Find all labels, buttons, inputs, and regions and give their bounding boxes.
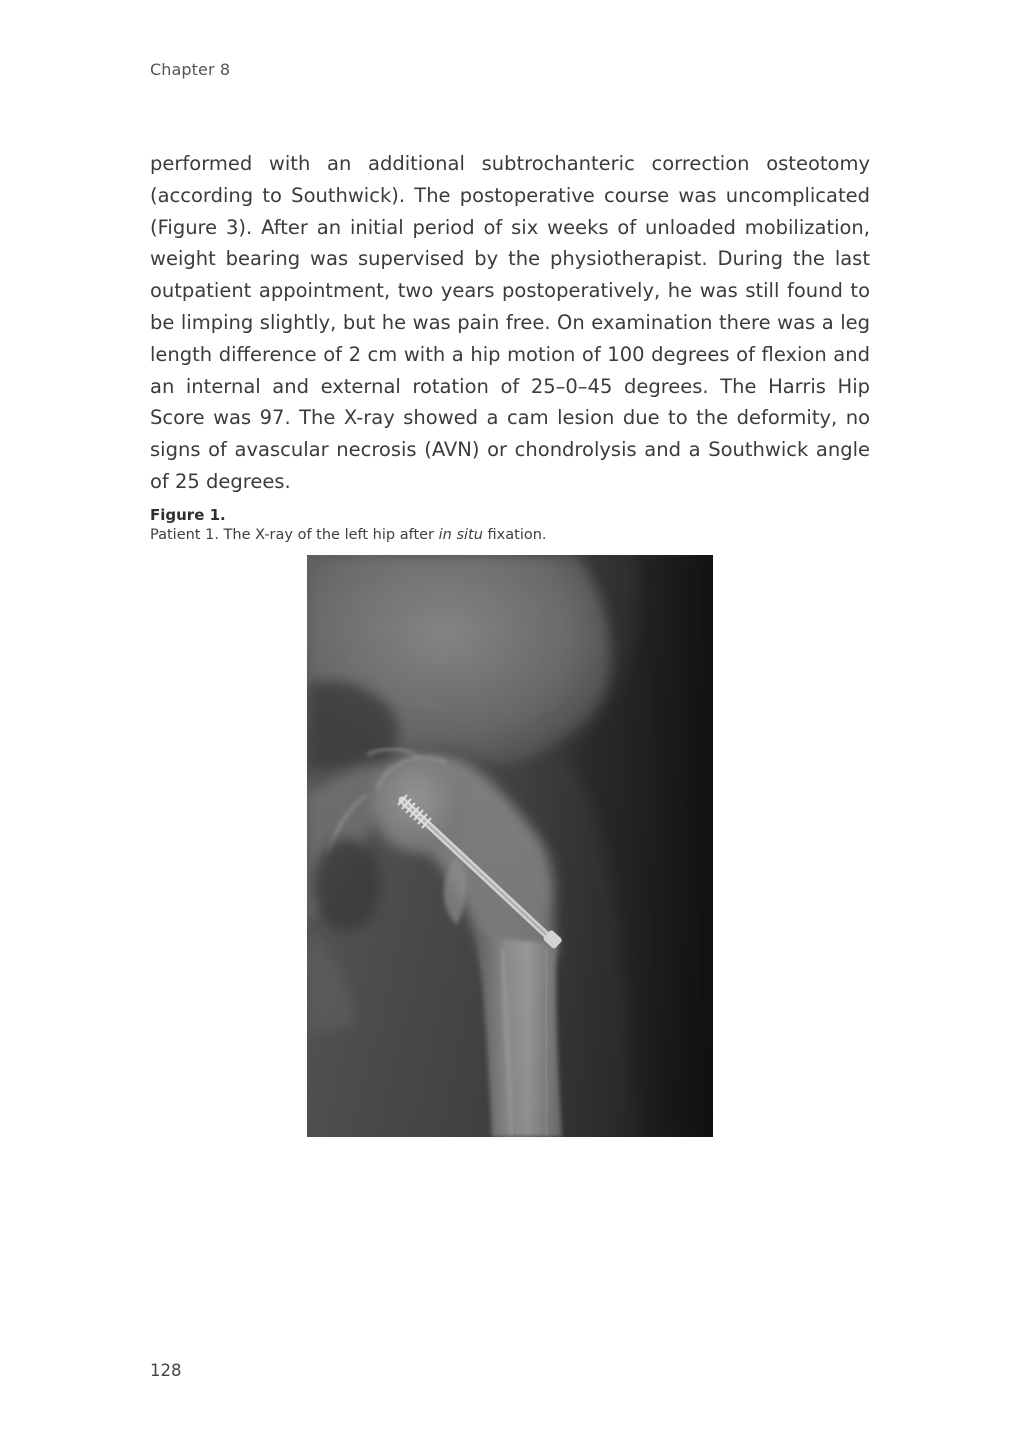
figure-label: Figure 1. — [150, 506, 226, 524]
caption-italic: in situ — [438, 527, 483, 543]
xray-image — [307, 555, 713, 1137]
body-paragraph: performed with an additional subtrochanteric correction osteotomy (according to Southwick). The postoperative course was uncomplicated (Figure 3). After an initial period of six weeks of unloaded mobilization, weight bearing was supervised by the physiotherapist. During the last outpatient appointment, two years postoperatively, he was still found to be limping slightly, but he was pain free. On examination there was a leg length difference of 2 cm with a hip motion of 100 degrees of flexion and an internal and external rotation of 25–0–45 degrees. The Harris Hip Score was 97. The X-ray showed a cam lesion due to the deformity, no signs of avascular necrosis (AVN) or chondrolysis and a Southwick angle of 25 degrees. — [150, 152, 870, 493]
running-header: Chapter 8 — [150, 60, 231, 79]
figure-caption — [150, 527, 547, 543]
caption-suffix: fixation. — [482, 527, 547, 543]
page-number: 128 — [150, 1361, 182, 1380]
caption-prefix: Patient 1. The X-ray of the left hip after — [150, 527, 439, 543]
